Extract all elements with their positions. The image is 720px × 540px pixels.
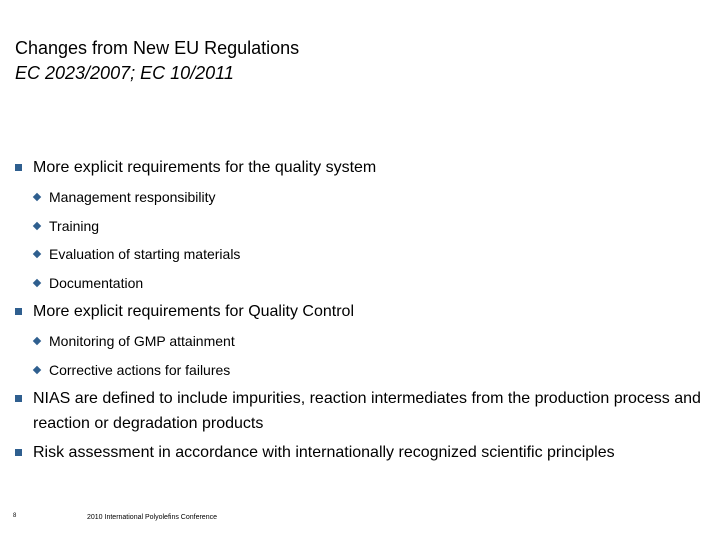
bullet-text: More explicit requirements for Quality Control [33,303,355,320]
sub-bullet-text: Corrective actions for failures [49,362,231,378]
bullet-text: NIAS are defined to include impurities, reaction intermediates from the production process and reaction or degradation products [33,390,701,432]
diamond-bullet-icon [33,337,41,345]
sub-bullet-text: Evaluation of starting materials [49,246,241,262]
sub-bullet-item [34,216,99,236]
square-bullet-icon [15,395,22,402]
sub-bullet-item [34,273,143,293]
footer-conference: 2010 International Polyolefins Conference [87,514,217,521]
bullet-item [15,386,705,436]
diamond-bullet-icon [33,279,41,287]
diamond-bullet-icon [33,366,41,374]
diamond-bullet-icon [33,193,41,201]
bullet-text: More explicit requirements for the quality system [33,159,377,176]
sub-bullet-text: Documentation [49,275,144,291]
page-number: 8 [13,513,17,519]
sub-bullet-item [34,187,216,207]
sub-bullet-item [34,331,235,351]
sub-bullet-text: Training [49,218,100,234]
sub-bullet-item [34,244,240,264]
square-bullet-icon [15,308,22,315]
bullet-text: Risk assessment in accordance with internationally recognized scientific principles [33,444,615,461]
sub-bullet-item [34,360,230,380]
bullet-item [15,299,705,324]
square-bullet-icon [15,449,22,456]
square-bullet-icon [15,164,22,171]
sub-bullet-text: Monitoring of GMP attainment [49,333,235,349]
slide-title: Changes from New EU Regulations [15,38,300,58]
bullet-item [15,440,705,465]
diamond-bullet-icon [33,222,41,230]
bullet-item [15,155,705,180]
diamond-bullet-icon [33,250,41,258]
sub-bullet-text: Management responsibility [49,189,216,205]
slide-subtitle: EC 2023/2007; EC 10/2011 [15,63,234,83]
